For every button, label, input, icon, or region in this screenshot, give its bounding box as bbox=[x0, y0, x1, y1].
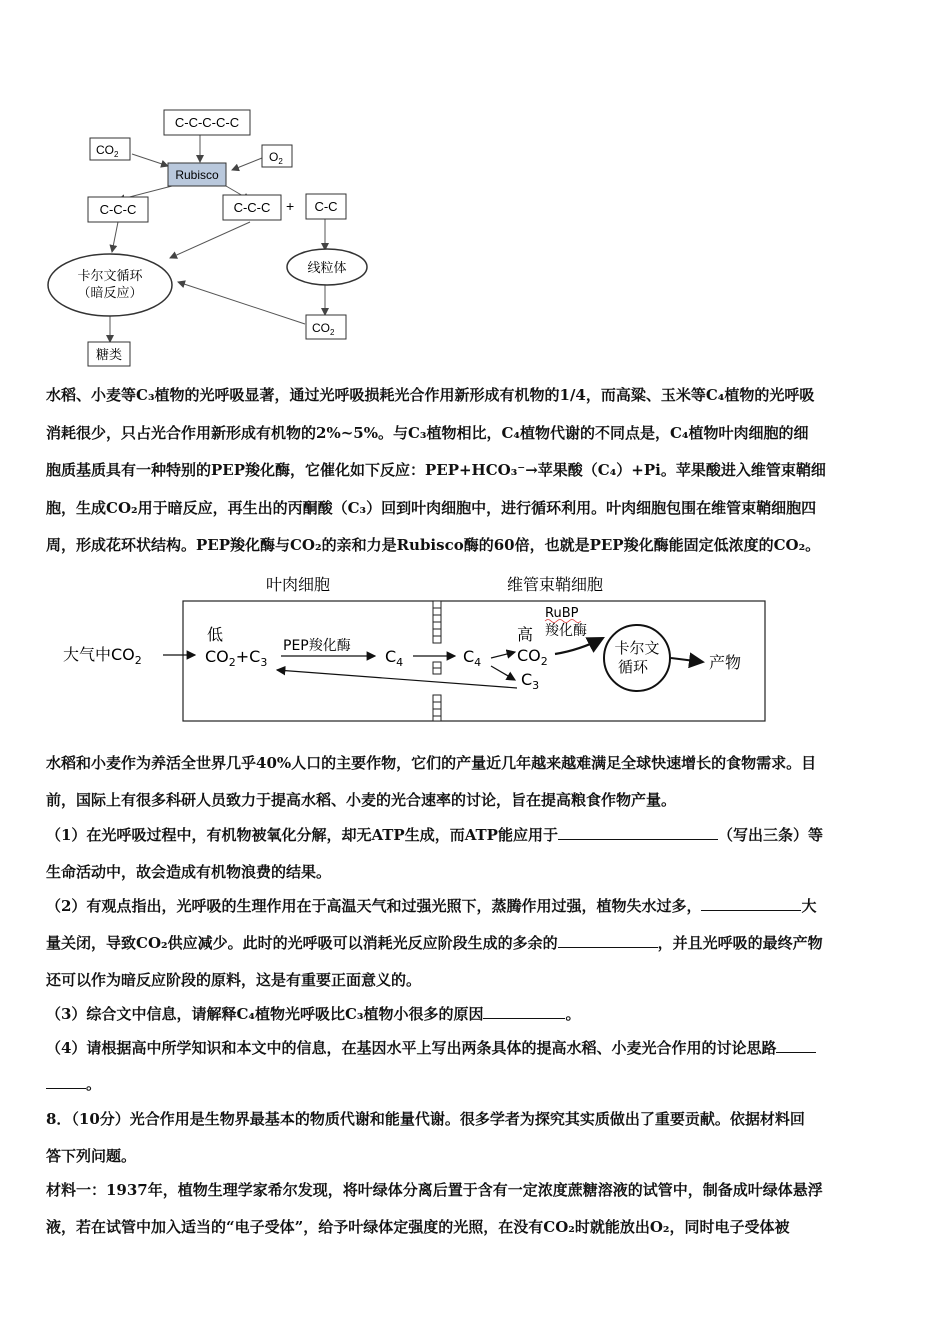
svg-text:O2: $O_2$ bbox=[269, 150, 283, 166]
material1-line2: 液，若在试管中加入适当的“电子受体”，给予叶绿体定强度的光照，在没有CO₂时就能放出O₂，同时电子受体被 bbox=[46, 1218, 790, 1236]
question-2: （2）有观点指出，光呼吸的生理作用在于高温天气和过强光照下，蒸腾作用过强，植物失水过多， 大 bbox=[46, 897, 817, 915]
para1-line5: 周，形成花环状结构。PEP羧化酶与CO₂的亲和力是Rubisco酶的60倍，也就是PEP羧化酶能固定低浓度的CO₂。 bbox=[46, 536, 821, 554]
calvin-label2: 循环 bbox=[617, 658, 649, 676]
svg-text:CO2+C3: $CO_2+C_3$ bbox=[205, 647, 268, 669]
answer-blank-1[interactable] bbox=[558, 825, 718, 840]
product-label: 产物 bbox=[709, 653, 742, 672]
para1-line1: 水稻、小麦等C₃植物的光呼吸显著，通过光呼吸损耗光合作用新形成有机物的1/4，而高粱、玉米等C₄植物的光呼吸 bbox=[46, 386, 815, 404]
rubisco-label: Rubisco bbox=[175, 168, 219, 182]
svg-text:CO2: $CO_2$ bbox=[517, 646, 548, 668]
mitochondria-label: 线粒体 bbox=[307, 260, 347, 275]
c4-pathway-diagram bbox=[55, 570, 785, 730]
material1-line1: 材料一：1937年，植物生理学家希尔发现，将叶绿体分离后置于含有一定浓度蔗糖溶液的试管中，制备成叶绿体悬浮 bbox=[46, 1181, 823, 1199]
para1-line3: 胞质基质具有一种特别的PEP羧化酶，它催化如下反应：PEP+HCO₃⁻→苹果酸（C₄）+Pi。苹果酸进入维管束鞘细 bbox=[46, 461, 826, 479]
o2-label: O bbox=[269, 150, 279, 164]
answer-blank-2b[interactable] bbox=[558, 933, 658, 948]
calvin-line1: 卡尔文循环 bbox=[77, 268, 143, 283]
mesophyll-label: 叶肉细胞 bbox=[265, 575, 331, 594]
svg-text:C4: $C_4$ bbox=[385, 647, 404, 669]
c3-bundle-label: C bbox=[521, 670, 533, 689]
calvin-label1: 卡尔文 bbox=[614, 639, 660, 657]
c4-left-label: C bbox=[385, 647, 397, 666]
bundle-sheath-label: 维管束鞘细胞 bbox=[506, 575, 604, 594]
pep-carboxylase-label: PEP羧化酶 bbox=[283, 638, 351, 654]
svg-text:C4: $C_4$ bbox=[463, 647, 482, 669]
para2-line1: 水稻和小麦作为养活全世界几乎40%人口的主要作物，它们的产量近几年越来越难满足全球快速增长的食物需求。目 bbox=[46, 754, 817, 772]
question-1-cont: 生命活动中，故会造成有机物浪费的结果。 bbox=[46, 863, 332, 881]
low-label: 低 bbox=[207, 625, 224, 644]
answer-blank-4b[interactable] bbox=[46, 1074, 86, 1089]
question-2-cont: 量关闭，导致CO₂供应减少。此时的光呼吸可以消耗光反应阶段生成的多余的 ，并且光呼吸的最终产物 bbox=[46, 934, 823, 952]
co2-c3-label: CO bbox=[205, 647, 229, 666]
c2-label: C-C bbox=[314, 199, 338, 214]
question-3: （3）综合文中信息，请解释C₄植物光呼吸比C₃植物小很多的原因 。 bbox=[46, 1005, 581, 1023]
c4-right-label: C bbox=[463, 647, 475, 666]
question-8-cont: 答下列问题。 bbox=[46, 1147, 137, 1165]
c3-left-label: C-C-C bbox=[99, 202, 137, 217]
atmosphere-co2-label: 大气中CO bbox=[63, 645, 135, 664]
calvin-line2: （暗反应） bbox=[77, 285, 143, 300]
co2-bottom-label: CO bbox=[312, 321, 330, 335]
plus-sign: + bbox=[286, 198, 295, 214]
svg-text:CO2: $CO_2$ bbox=[312, 321, 335, 337]
question-1: （1）在光呼吸过程中，有机物被氧化分解，却无ATP生成，而ATP能应用于 （写出三条）等 bbox=[46, 826, 823, 844]
photorespiration-diagram bbox=[40, 100, 380, 370]
para2-line2: 前，国际上有很多科研人员致力于提高水稻、小麦的光合速率的讨论，旨在提高粮食作物产量。 bbox=[46, 791, 677, 809]
answer-blank-2a[interactable] bbox=[701, 896, 801, 911]
high-label: 高 bbox=[517, 625, 534, 644]
co2-high-label: CO bbox=[517, 646, 541, 665]
co2-top-label: CO bbox=[96, 143, 114, 157]
answer-blank-3[interactable] bbox=[483, 1004, 565, 1019]
svg-text:C3: $C_3$ bbox=[521, 670, 540, 692]
svg-text:大气中CO2: 大气中$CO_2$ bbox=[63, 645, 142, 667]
para1-line4: 胞，生成CO₂用于暗反应，再生出的丙酮酸（C₃）回到叶肉细胞中，进行循环利用。叶肉细胞包围在维管束鞘细胞四 bbox=[46, 499, 817, 517]
question-8: 8．（10分）光合作用是生物界最基本的物质代谢和能量代谢。很多学者为探究其实质做出了重要贡献。依据材料回 bbox=[46, 1110, 805, 1128]
c3-right-label: C-C-C bbox=[233, 200, 271, 215]
c5-label: C-C-C-C-C bbox=[174, 115, 240, 130]
sugar-label: 糖类 bbox=[95, 347, 123, 362]
question-4: （4）请根据高中所学知识和本文中的信息，在基因水平上写出两条具体的提高水稻、小麦光合作用的讨论思路 bbox=[46, 1037, 816, 1058]
question-2-end: 还可以作为暗反应阶段的原料，这是有重要正面意义的。 bbox=[46, 971, 422, 989]
answer-blank-4a[interactable] bbox=[776, 1038, 816, 1053]
para1-line2: 消耗很少，只占光合作用新形成有机物的2%~5%。与C₃植物相比，C₄植物代谢的不同点是，C₄植物叶肉细胞的细 bbox=[46, 424, 809, 442]
svg-text:CO2: $CO_2$ bbox=[96, 143, 119, 159]
plasmodesmata bbox=[433, 601, 441, 721]
question-4-cont: 。 bbox=[46, 1073, 101, 1094]
rubp-label: RuBP bbox=[545, 606, 579, 621]
rubp-enzyme-label: 羧化酶 bbox=[545, 623, 587, 639]
